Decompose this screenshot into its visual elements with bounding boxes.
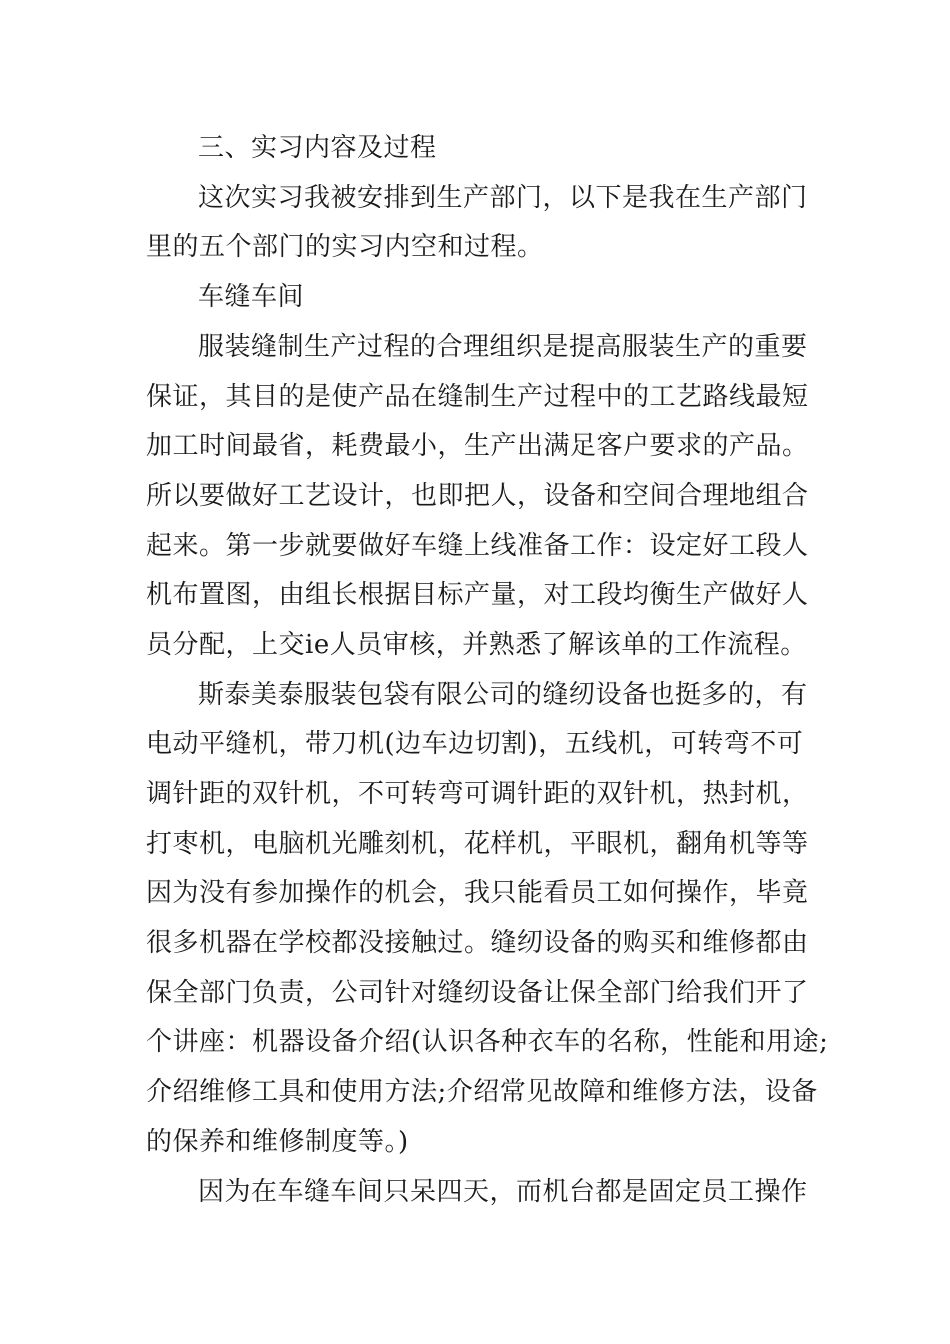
paragraph1-line-6: 机布置图，由组长根据目标产量，对工段均衡生产做好人	[146, 580, 809, 610]
intro-line-2: 里的五个部门的实习内空和过程。	[146, 232, 544, 262]
paragraph2-line-2: 电动平缝机，带刀机(边车边切割)，五线机，可转弯不可	[146, 729, 804, 759]
paragraph2-line-10: 的保养和维修制度等。)	[146, 1127, 409, 1157]
paragraph1-line-5: 起来。第一步就要做好车缝上线准备工作：设定好工段人	[146, 531, 809, 561]
paragraph2-line-8: 个讲座：机器设备介绍(认识各种衣车的名称，性能和用途;	[146, 1027, 829, 1057]
paragraph2-line-1: 斯泰美泰服装包袋有限公司的缝纫设备也挺多的，有	[198, 680, 808, 710]
paragraph2-line-7: 保全部门负责，公司针对缝纫设备让保全部门给我们开了	[146, 978, 809, 1008]
paragraph1-line-4: 所以要做好工艺设计，也即把人，设备和空间合理地组合	[146, 481, 809, 511]
paragraph1-line-3: 加工时间最省，耗费最小，生产出满足客户要求的产品。	[146, 431, 809, 461]
paragraph2-line-9: 介绍维修工具和使用方法;介绍常见故障和维修方法，设备	[146, 1077, 818, 1107]
paragraph1-line-2: 保证，其目的是使产品在缝制生产过程中的工艺路线最短	[146, 382, 809, 412]
paragraph1-line-1: 服装缝制生产过程的合理组织是提高服装生产的重要	[198, 332, 808, 362]
paragraph2-line-4: 打枣机，电脑机光雕刻机，花样机，平眼机，翻角机等等	[146, 829, 809, 859]
paragraph1-line-7: 员分配，上交ie人员审核，并熟悉了解该单的工作流程。	[146, 630, 807, 660]
paragraph2-line-5: 因为没有参加操作的机会，我只能看员工如何操作，毕竟	[146, 878, 809, 908]
paragraph3-line-1: 因为在车缝车间只呆四天，而机台都是固定员工操作	[198, 1177, 808, 1207]
intro-line-1: 这次实习我被安排到生产部门，以下是我在生产部门	[198, 183, 808, 213]
subsection-title: 车缝车间	[198, 282, 305, 312]
paragraph2-line-3: 调针距的双针机，不可转弯可调针距的双针机，热封机，	[146, 779, 809, 809]
section-heading: 三、实习内容及过程	[198, 133, 437, 163]
paragraph2-line-6: 很多机器在学校都没接触过。缝纫设备的购买和维修都由	[146, 928, 809, 958]
